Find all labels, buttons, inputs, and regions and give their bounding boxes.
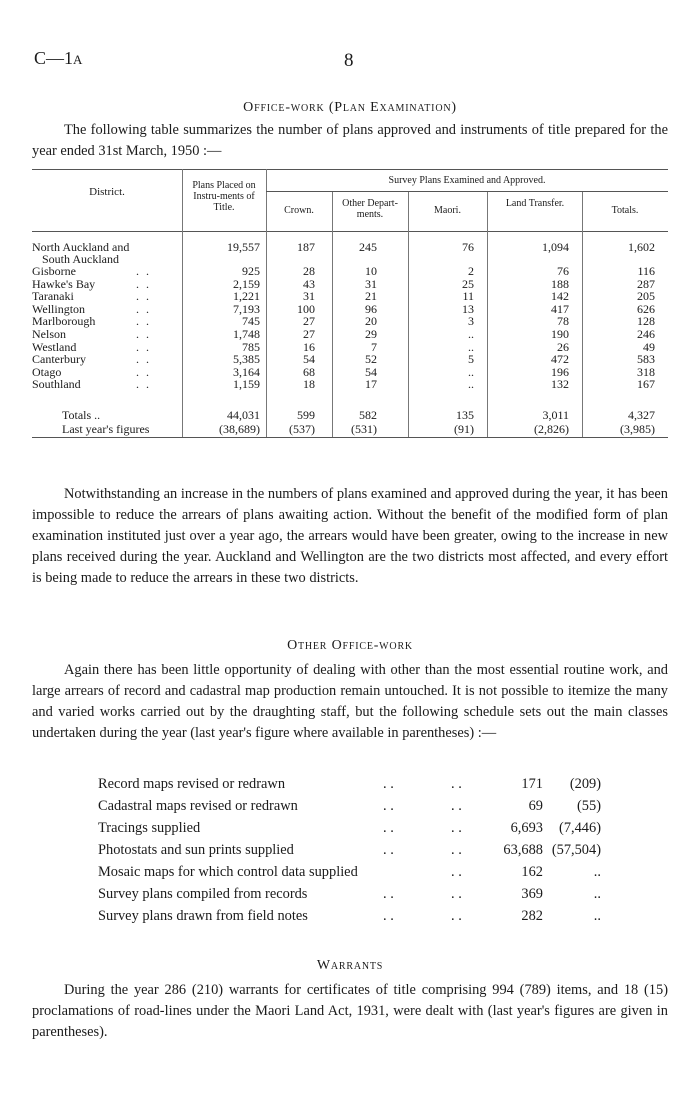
header-maori: Maori. bbox=[434, 205, 461, 216]
page-number: 8 bbox=[344, 50, 354, 71]
list-item: Survey plans drawn from field notes . . . . 282 .. bbox=[98, 908, 601, 924]
arrears-paragraph: Notwithstanding an increase in the numbers of plans examined and approved during the year, it has been impossible to reduce the arrears of plans awaiting action. Without the benefit of the modified form of plan examination instituted just over a year ago, the arrears would have been greater, owing to the increase in new plans received during the year. Auckland and Wellington are the two districts most affected, and every effort is being made to reduce the arrears in these two districts. bbox=[32, 486, 668, 586]
table-row: Hawke's Bay . . 2,159 43 31 25 188 287 bbox=[32, 276, 655, 291]
list-item: Mosaic maps for which control data supplied . . 162 .. bbox=[98, 864, 601, 880]
table-row: Marlborough . . 745 27 20 3 78 128 bbox=[32, 314, 655, 329]
list-item: Photostats and sun prints supplied . . . . 63,688 (57,504) bbox=[98, 842, 601, 858]
header-totals: Totals. bbox=[611, 205, 639, 216]
table-row: North Auckland and 19,557 187 245 76 1,094 1,602 bbox=[32, 240, 655, 254]
table-row: Westland . . 785 16 7 .. 26 49 bbox=[32, 339, 655, 354]
table-row: Otago . . 3,164 68 54 .. 196 318 bbox=[32, 364, 655, 379]
header-district: District. bbox=[89, 186, 125, 198]
list-item: Record maps revised or redrawn . . . . 171 (209) bbox=[98, 776, 601, 792]
header-other: Other Depart-ments. bbox=[342, 198, 398, 220]
plans-table bbox=[32, 169, 668, 459]
list-item: Cadastral maps revised or redrawn . . . . 69 (55) bbox=[98, 798, 601, 814]
table-row: Gisborne . . 925 28 10 2 76 116 bbox=[32, 264, 655, 278]
table-row-continuation: South Auckland bbox=[42, 252, 119, 266]
warrants-heading: Warrants bbox=[316, 958, 384, 973]
report-series-label: C—1A bbox=[34, 48, 83, 68]
table-last-year-row: Last year's figures (38,689) (537) (531) (91) (2,826) (3,985) bbox=[62, 422, 655, 436]
table-row: Nelson . . 1,748 27 29 .. 190 246 bbox=[32, 327, 655, 341]
other-office-work-paragraph: Again there has been little opportunity of dealing with other than the most essential routine work, and large arrears of record and cadastral map production remain untouched. It is not possible to itemize the many and varied works carried out by the draughting staff, but the following schedule sets out the main classes undertaken during the year (last year's figure where available in parentheses) :— bbox=[32, 662, 668, 741]
header-plans-placed: Plans Placed on Instru-ments of Title. bbox=[192, 180, 256, 213]
other-office-work-heading: Other Office-work bbox=[287, 638, 413, 653]
header-survey-group: Survey Plans Examined and Approved. bbox=[388, 175, 546, 186]
table-row: Canterbury . . 5,385 54 52 5 472 583 bbox=[32, 352, 655, 367]
header-crown: Crown. bbox=[284, 205, 314, 216]
list-item: Tracings supplied . . . . 6,693 (7,446) bbox=[98, 820, 601, 836]
office-work-intro: The following table summarizes the number of plans approved and instruments of title prepared for the year ended 31st March, 1950 :— bbox=[32, 122, 668, 159]
list-item: Survey plans compiled from records . . . . 369 .. bbox=[98, 886, 601, 902]
office-work-heading: Office-work (Plan Examination) bbox=[243, 100, 457, 115]
warrants-paragraph: During the year 286 (210) warrants for certificates of title comprising 994 (789) items, and 18 (15) proclamations of road-lines under the Maori Land Act, 1931, were dealt with (last year's figures are given in parentheses). bbox=[32, 982, 668, 1040]
table-totals-row: Totals .. 44,031 599 582 135 3,011 4,327 bbox=[62, 408, 655, 422]
table-row: Southland . . 1,159 18 17 .. 132 167 bbox=[32, 377, 655, 392]
table-row: Taranaki . . 1,221 31 21 11 142 205 bbox=[32, 289, 655, 304]
header-land-transfer: Land Transfer. bbox=[505, 198, 565, 209]
table-row: Wellington . . 7,193 100 96 13 417 626 bbox=[32, 301, 655, 316]
